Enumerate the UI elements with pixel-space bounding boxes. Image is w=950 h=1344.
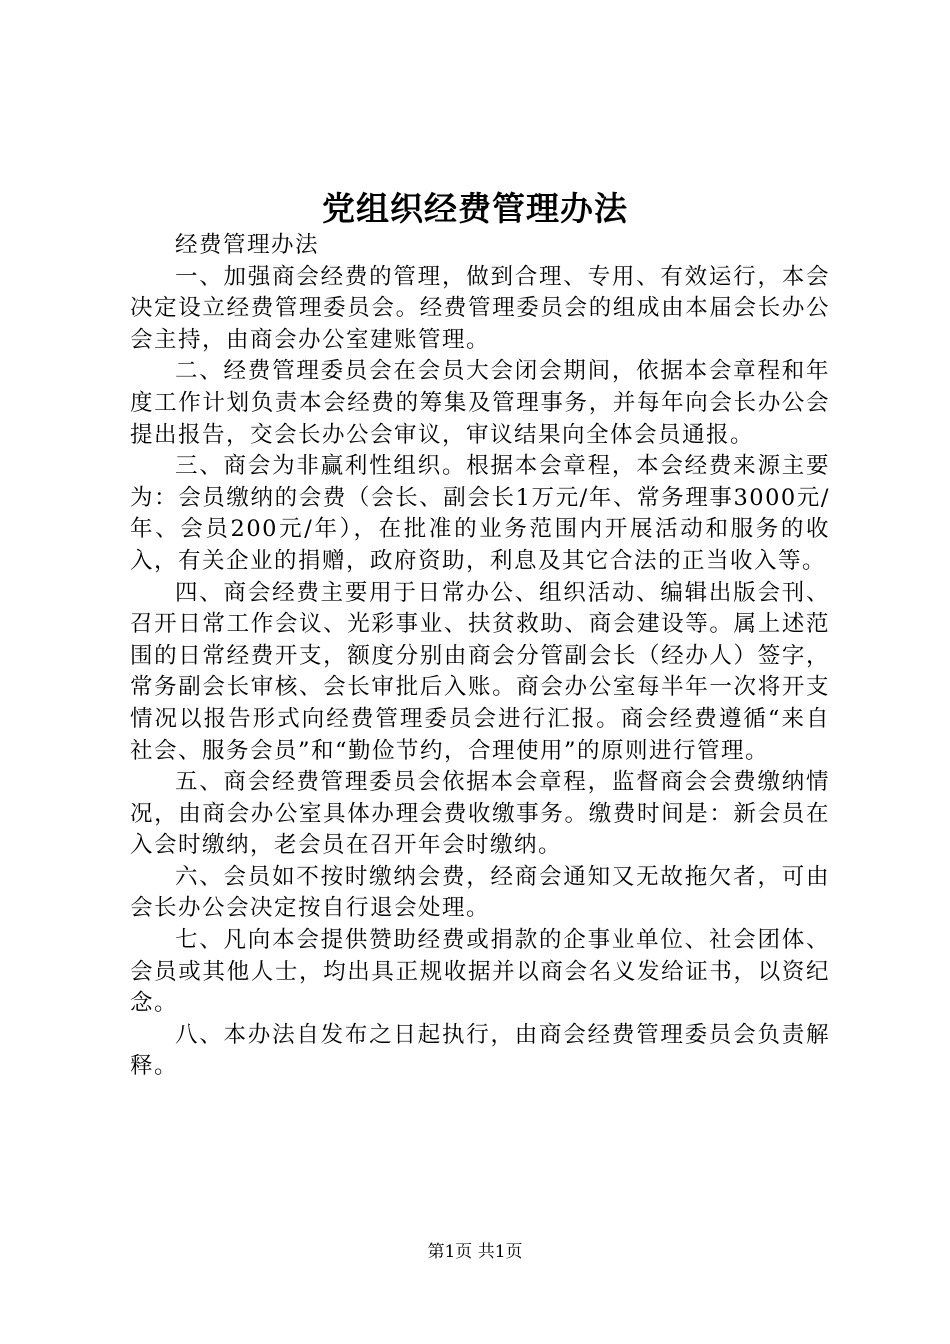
paragraph-article-4: 四、商会经费主要用于日常办公、组织活动、编辑出版会刊、召开日常工作会议、光彩事业、扶贫救助、商会建设等。属上述范围的日常经费开支，额度分别由商会分管副会长（经办人）签字，常务副会长审核、会长审批后入账。商会办公室每半年一次将开支情况以报告形式向经费管理委员会进行汇报。商会经费遵循“来自社会、服务会员”和“勤俭节约，合理使用”的原则进行管理。 xyxy=(130,579,830,764)
paragraph-article-3: 三、商会为非赢利性组织。根据本会章程，本会经费来源主要为：会员缴纳的会费（会长、副会长1万元/年、常务理事3000元/年、会员200元/年），在批准的业务范围内开展活动和服务的收入，有关企业的捐赠，政府资助，利息及其它合法的正当收入等。 xyxy=(130,453,830,574)
paragraph-article-5: 五、商会经费管理委员会依据本会章程，监督商会会费缴纳情况，由商会办公室具体办理会费收缴事务。缴费时间是：新会员在入会时缴纳，老会员在召开年会时缴纳。 xyxy=(130,769,830,859)
document-body xyxy=(130,230,830,1083)
paragraph-article-1: 一、加强商会经费的管理，做到合理、专用、有效运行，本会决定设立经费管理委员会。经费管理委员会的组成由本届会长办公会主持，由商会办公室建账管理。 xyxy=(130,263,830,353)
document-title: 党组织经费管理办法 xyxy=(322,189,628,228)
paragraph-article-8: 八、本办法自发布之日起执行，由商会经费管理委员会负责解释。 xyxy=(130,1021,830,1080)
paragraph-article-2: 二、经费管理委员会在会员大会闭会期间，依据本会章程和年度工作计划负责本会经费的筹集及管理事务，并每年向会长办公会提出报告，交会长办公会审议，审议结果向全体会员通报。 xyxy=(130,358,830,448)
paragraph-article-7: 七、凡向本会提供赞助经费或捐款的企事业单位、社会团体、会员或其他人士，均出具正规收据并以商会名义发给证书，以资纪念。 xyxy=(130,927,830,1017)
paragraph-subtitle: 经费管理办法 xyxy=(175,232,320,258)
paragraph-article-6: 六、会员如不按时缴纳会费，经商会通知又无故拖欠者，可由会长办公会决定按自行退会处理。 xyxy=(130,863,830,922)
page-number-footer: 第1页 共1页 xyxy=(427,1242,523,1262)
